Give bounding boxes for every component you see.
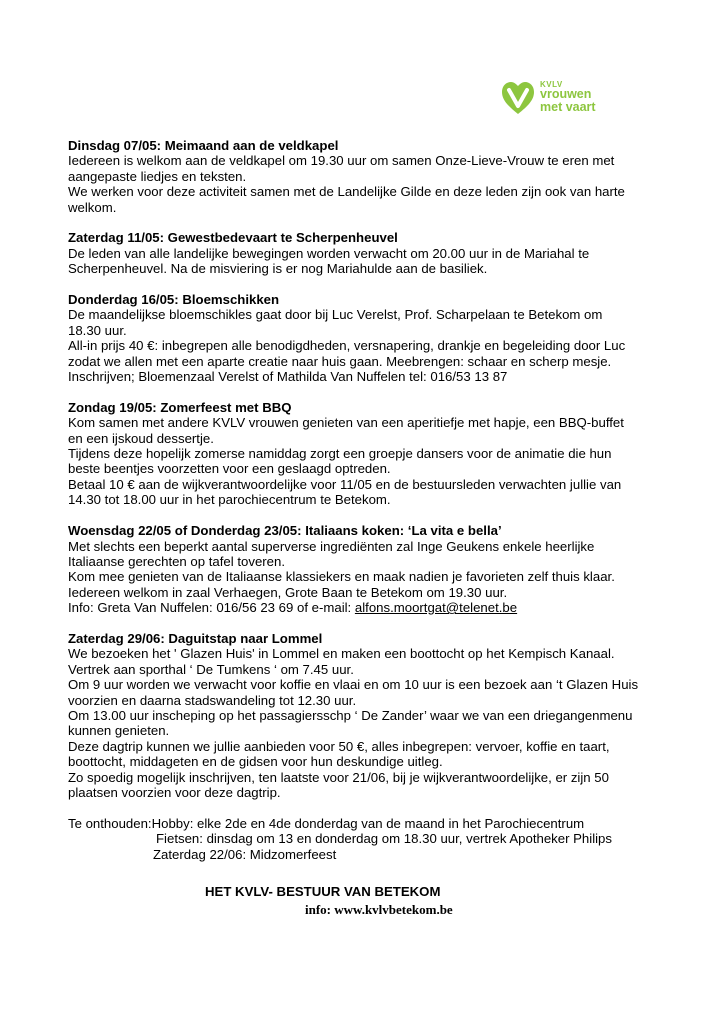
event-text-line: Iedereen is welkom aan de veldkapel om 19.30 uur om samen Onze-Lieve-Vrouw te eren met <box>68 153 615 169</box>
event-text-line: Tijdens deze hopelijk zomerse namiddag zorgt een groepje dansers voor de animatie die hun <box>68 446 612 462</box>
event-text-line: We bezoeken het ' Glazen Huis' in Lommel en maken een boottocht op het Kempisch Kanaal. <box>68 646 615 662</box>
event-text-line: Vertrek aan sporthal ‘ De Tumkens ‘ om 7.45 uur. <box>68 661 354 677</box>
event-text-line: Italiaanse gerechten op tafel toveren. <box>68 553 286 569</box>
event-text-line: voorzien en daarna stadswandeling tot 12.30 uur. <box>68 692 357 708</box>
event-text-line: Om 13.00 uur inscheping op het passagiersschp ‘ De Zander’ waar we van een driegangenmenu <box>68 707 633 723</box>
event-section <box>68 400 668 508</box>
logo-slogan-line2: met vaart <box>540 100 596 114</box>
event-text-line: kunnen genieten. <box>68 723 170 739</box>
event-section <box>68 292 668 384</box>
event-title: Zaterdag 29/06: Daguitstap naar Lommel <box>68 630 323 646</box>
event-text-line: Scherpenheuvel. Na de misviering is er nog Mariahulde aan de basiliek. <box>68 261 488 277</box>
newsletter-body <box>68 138 668 862</box>
event-text-line: Iedereen welkom in zaal Verhaegen, Grote Baan te Betekom om 19.30 uur. <box>68 584 508 600</box>
event-text-line: Om 9 uur worden we verwacht voor koffie en vlaai en om 10 uur is een bezoek aan ‘t Glazen Huis <box>68 677 639 693</box>
event-text-line: Kom samen met andere KVLV vrouwen genieten van een aperitiefje met hapje, een BBQ-buffet <box>68 415 624 431</box>
remember-block <box>68 816 668 862</box>
remember-line: Fietsen: dinsdag om 13 en donderdag om 18.30 uur, vertrek Apotheker Philips <box>156 831 612 847</box>
event-text-line: We werken voor deze activiteit samen met de Landelijke Gilde en deze leden zijn ook van harte <box>68 184 625 200</box>
event-text-line: en een ijskoud dessertje. <box>68 430 214 446</box>
event-text-line: Kom mee genieten van de Italiaanse klassiekers en maak nadien je favorieten zelf thuis klaar. <box>68 569 615 585</box>
event-text-line: zodat we allen met een aparte creatie naar huis gaan. Meebrengen: schaar en scherp mesje. <box>68 353 612 369</box>
event-text-line: beste beentjes voorzetten voor een geslaagd optreden. <box>68 461 391 477</box>
event-text-line: 18.30 uur. <box>68 322 127 338</box>
event-title: Woensdag 22/05 of Donderdag 23/05: Italiaans koken: ‘La vita e bella’ <box>68 523 502 539</box>
logo-kvlv-text: KVLV <box>540 80 563 89</box>
event-title: Zondag 19/05: Zomerfeest met BBQ <box>68 399 292 415</box>
event-info-line <box>68 600 668 615</box>
event-title: Donderdag 16/05: Bloemschikken <box>68 292 280 308</box>
remember-line: Zaterdag 22/06: Midzomerfeest <box>153 846 337 862</box>
event-text-line: All-in prijs 40 €: inbegrepen alle benodigdheden, versnapering, drankje en begeleiding door Luc <box>68 338 626 354</box>
kvlv-logo <box>500 80 600 116</box>
footer-title: HET KVLV- BESTUUR VAN BETEKOM <box>205 884 441 899</box>
event-title: Dinsdag 07/05: Meimaand aan de veldkapel <box>68 138 339 153</box>
logo-slogan-line1: vrouwen <box>540 87 592 101</box>
event-section <box>68 138 668 215</box>
event-text-line: boottocht, middageten en de gidsen voor hun deskundige uitleg. <box>68 754 443 770</box>
event-text-line: Inschrijven; Bloemenzaal Verelst of Mathilda Van Nuffelen tel: 016/53 13 87 <box>68 369 508 385</box>
event-text-line: De maandelijkse bloemschikles gaat door bij Luc Verelst, Prof. Scharpelaan te Betekom om <box>68 307 603 323</box>
event-text-line: Betaal 10 € aan de wijkverantwoordelijke voor 11/05 en de bestuursleden verwachten jullie van <box>68 476 622 492</box>
event-section <box>68 523 668 615</box>
event-section <box>68 631 668 800</box>
remember-line: Te onthouden:Hobby: elke 2de en 4de donderdag van de maand in het Parochiecentrum <box>68 815 585 831</box>
event-text-line: aangepaste liedjes en teksten. <box>68 168 247 184</box>
footer-website: info: www.kvlvbetekom.be <box>305 902 453 917</box>
logo-slogan <box>540 88 596 114</box>
email-link[interactable]: alfons.moortgat@telenet.be <box>354 600 518 616</box>
event-text-line: De leden van alle landelijke bewegingen worden verwacht om 20.00 uur in de Mariahal te <box>68 245 590 261</box>
event-text-line: Deze dagtrip kunnen we jullie aanbieden voor 50 €, alles inbegrepen: vervoer, koffie en taart, <box>68 738 610 754</box>
event-text-line: Zo spoedig mogelijk inschrijven, ten laatste voor 21/06, bij je wijkverantwoordelijke, er zijn 50 <box>68 769 609 785</box>
event-info-prefix: Info: Greta Van Nuffelen: 016/56 23 69 of e-mail: <box>68 600 355 616</box>
event-text-line: Met slechts een beperkt aantal superverse ingrediënten zal Inge Geukens enkele heerlijke <box>68 538 595 554</box>
event-text-line: 14.30 tot 18.00 uur in het parochiecentrum te Betekom. <box>68 492 391 508</box>
event-section <box>68 230 668 276</box>
event-text-line: welkom. <box>68 199 117 215</box>
event-text-line: plaatsen voorzien voor deze dagtrip. <box>68 784 281 800</box>
event-title: Zaterdag 11/05: Gewestbedevaart te Scherpenheuvel <box>68 230 398 246</box>
kvlv-heart-v-icon <box>500 80 536 116</box>
